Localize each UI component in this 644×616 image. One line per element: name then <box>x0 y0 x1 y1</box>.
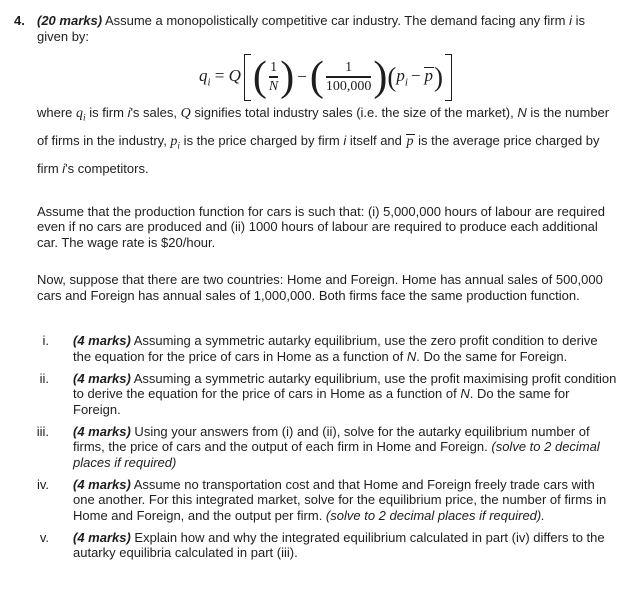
right-square-bracket <box>445 54 452 101</box>
text-segment: is the number of firms in the industry, <box>37 105 610 149</box>
left-paren: ( <box>309 54 324 100</box>
question-heading <box>14 13 617 44</box>
question-intro-text <box>37 13 617 44</box>
text-segment: 's competitors. <box>65 161 149 177</box>
subquestion-ii <box>14 371 617 418</box>
text-segment: (20 marks) <box>37 13 103 28</box>
var-p-bar: p <box>424 65 434 85</box>
subquestion-iv <box>14 477 617 524</box>
list-marker: iii. <box>36 423 49 439</box>
text-segment: Using your answers from (i) and (ii), solve for the autarky equilibrium number of firms, the price of cars and the output of each firm in Home and Foreign. <box>73 423 590 455</box>
list-marker: i. <box>42 333 49 349</box>
text-segment: (solve to 2 decimal places if required). <box>325 507 545 523</box>
subquestion-v <box>14 530 617 561</box>
subquestion-text <box>73 333 617 364</box>
text-segment: q <box>76 106 84 121</box>
paragraph-two-countries <box>37 272 617 303</box>
list-marker: v. <box>39 529 49 545</box>
text-segment: (4 marks) <box>73 423 131 439</box>
fraction-one-over-N <box>267 60 280 93</box>
fraction-one-over-100000 <box>324 60 374 93</box>
text-segment: is given by: <box>37 13 585 44</box>
text-segment: Assume that the production function for cars is such that: (i) 5,000,000 hours of labour are required even if no cars are produced and (ii) 1000 hours of labour are required to produce each additional car. The wage rate is $20/hour. <box>37 203 605 250</box>
text-segment: . Do the same for Foreign. <box>416 348 568 364</box>
right-paren: ) <box>373 54 388 100</box>
subquestion-text <box>73 424 617 471</box>
text-segment: i <box>62 161 66 177</box>
text-segment: is the price charged by firm <box>180 133 344 149</box>
paragraph-production-function <box>37 204 617 251</box>
text-segment: (4 marks) <box>73 529 131 545</box>
price-difference-term <box>396 66 434 88</box>
text-segment: is the average price charged by firm <box>37 133 600 177</box>
formula-lhs <box>199 66 241 88</box>
subquestion-text <box>73 477 617 524</box>
subquestion-list <box>14 333 617 561</box>
paragraph-variable-definitions <box>37 102 617 180</box>
text-segment: (4 marks) <box>73 370 131 386</box>
subscript-i: i <box>404 76 408 89</box>
var-p: p <box>396 65 405 85</box>
text-segment: Assume no transportation cost and that Home and Foreign freely trade cars with one another. For this integrated market, solve for the equilibrium price, the number of firms in Home and Foreign, and the output per firm. <box>73 476 607 523</box>
text-segment: (solve to 2 decimal places if required) <box>73 439 600 470</box>
text-segment: i <box>343 133 347 149</box>
text-segment: Explain how and why the integrated equilibrium calculated in part (iv) differs to the autarky equilibria calculated in part (iii). <box>73 529 605 561</box>
var-Q: Q <box>228 65 241 85</box>
subscript: i <box>177 141 181 152</box>
text-segment: p <box>170 134 178 150</box>
subscript-i: i <box>207 76 211 89</box>
text-segment: is firm <box>85 105 128 120</box>
var-q: q <box>198 65 208 85</box>
minus-sign: − <box>297 67 307 87</box>
minus-sign: − <box>410 65 421 85</box>
equals-sign: = <box>210 65 229 85</box>
fraction-bar <box>269 76 278 77</box>
text-segment: itself and <box>346 133 406 149</box>
list-marker: iv. <box>36 476 49 492</box>
text-segment: Now, suppose that there are two countries: Home and Foreign. Home has annual sales of 500,000 cars and Foreign has annual sales of 1,000,000. Both firms face the same production function. <box>37 272 603 303</box>
text-segment: where <box>37 105 77 120</box>
text-segment: 's sales, <box>130 105 181 120</box>
text-segment: (4 marks) <box>73 476 131 492</box>
text-segment: signifies total industry sales (i.e. the size of the market), <box>190 105 518 120</box>
demand-formula-block <box>37 52 617 102</box>
text-segment: Assuming a symmetric autarky equilibrium, use the zero profit condition to derive the equation for the price of cars in Home as a function of <box>73 333 598 364</box>
text-segment: i <box>569 13 572 28</box>
right-paren: ) <box>434 61 444 92</box>
text-segment: i <box>127 105 131 120</box>
subquestion-i <box>14 333 617 364</box>
subquestion-text <box>73 530 617 561</box>
subscript: i <box>83 113 86 124</box>
text-segment: p <box>406 134 414 150</box>
text-segment: Assume a monopolistically competitive car industry. The demand facing any firm <box>102 13 570 28</box>
denominator-100000: 100,000 <box>325 78 372 94</box>
question-number: 4. <box>14 13 25 28</box>
left-square-bracket <box>244 54 251 101</box>
subquestion-iii <box>14 424 617 471</box>
text-segment: Q <box>180 106 191 121</box>
demand-formula <box>199 54 455 101</box>
list-marker: ii. <box>39 370 49 386</box>
text-segment: (4 marks) <box>73 333 131 349</box>
text-segment: N <box>460 386 470 402</box>
numerator: 1 <box>345 60 353 76</box>
subquestion-text <box>73 371 617 418</box>
text-segment: . Do the same for Foreign. <box>73 386 570 417</box>
left-paren: ( <box>387 61 397 92</box>
text-segment: Assuming a symmetric autarky equilibrium, use the profit maximising profit condition to derive the equation for the price of cars in Home as a function of <box>73 370 617 402</box>
right-paren: ) <box>280 54 295 100</box>
fraction-bar <box>326 76 372 77</box>
text-segment: N <box>517 105 527 120</box>
denominator-N: N <box>268 78 279 94</box>
numerator: 1 <box>270 60 278 76</box>
left-paren: ( <box>252 54 267 100</box>
text-segment: N <box>406 348 417 364</box>
